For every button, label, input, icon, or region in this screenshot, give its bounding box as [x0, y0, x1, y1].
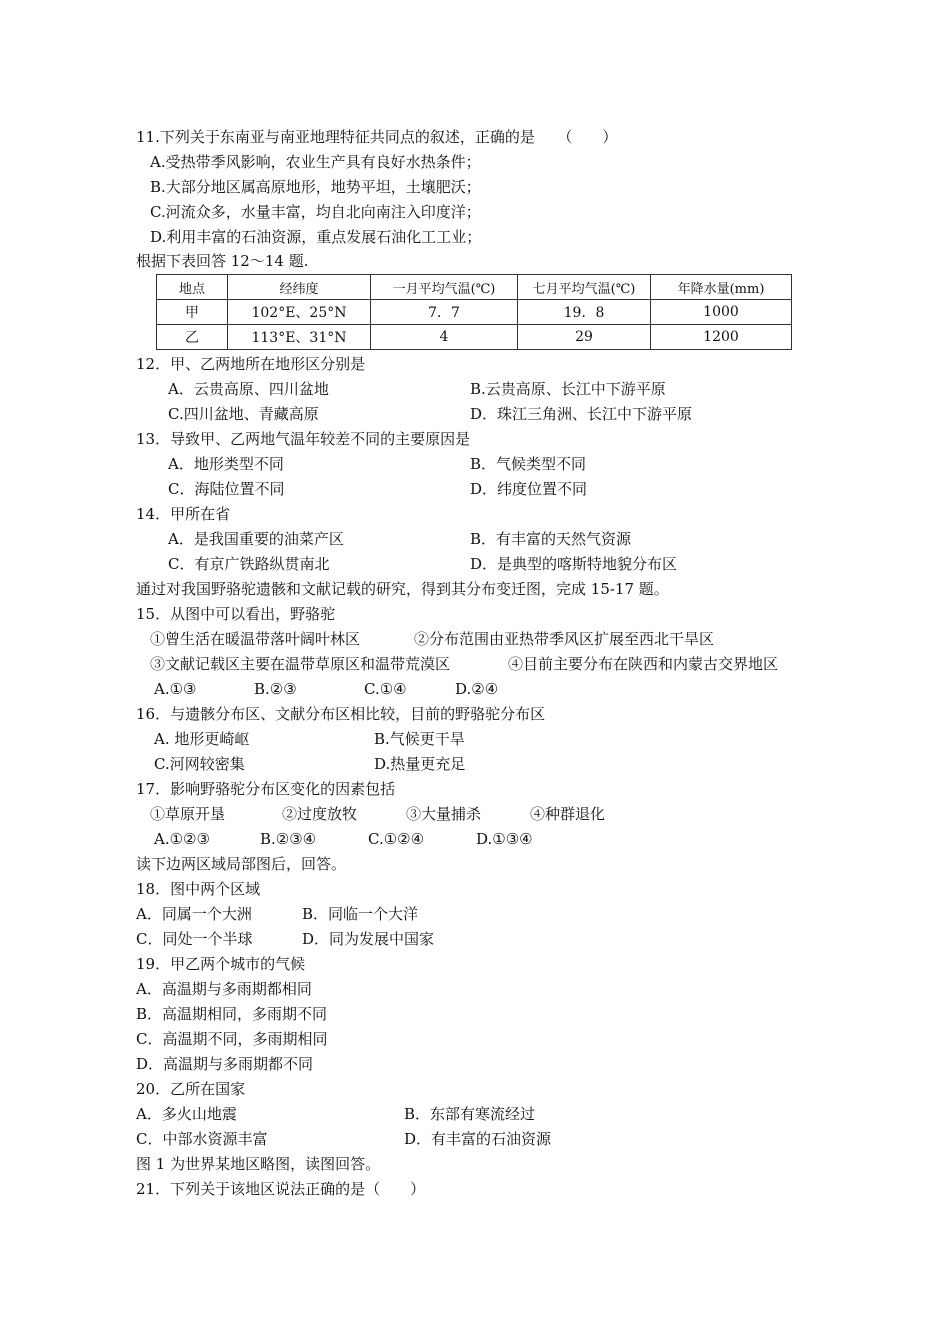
question-13-title: 13．导致甲、乙两地气温年较差不同的主要原因是	[136, 430, 471, 448]
question-11-option-c: C.河流众多，水量丰富，均自北向南注入印度洋；	[150, 203, 481, 221]
question-15-option-d: D.②④	[455, 680, 499, 698]
intro-15-17: 通过对我国野骆驼遗骸和文献记载的研究，得到其分布变迁图，完成 15-17 题。	[136, 580, 669, 598]
question-12-option-d: D．珠江三角洲、长江中下游平原	[470, 405, 693, 423]
table-cell: 113°E、31°N	[228, 325, 371, 350]
question-18-option-d: D．同为发展中国家	[302, 930, 435, 948]
question-17-title: 17．影响野骆驼分布区变化的因素包括	[136, 780, 396, 798]
question-12-option-b: B.云贵高原、长江中下游平原	[470, 380, 666, 398]
table-header: 一月平均气温(℃)	[371, 275, 518, 300]
table-cell: 7．7	[371, 300, 518, 325]
question-11-title: 11.下列关于东南亚与南亚地理特征共同点的叙述，正确的是 （ ）	[136, 128, 618, 146]
question-19-option-b: B．高温期相同，多雨期不同	[136, 1005, 328, 1023]
question-18-option-a: A．同属一个大洲	[136, 905, 252, 923]
question-16-option-d: D.热量更充足	[374, 755, 466, 773]
question-14-option-c: C．有京广铁路纵贯南北	[168, 555, 330, 573]
climate-table	[156, 274, 792, 350]
question-15-option-c: C.①④	[364, 680, 407, 698]
question-16-option-c: C.河网较密集	[154, 755, 245, 773]
question-12-option-a: A．云贵高原、四川盆地	[168, 380, 329, 398]
intro-18-20: 读下边两区域局部图后，回答。	[136, 855, 347, 873]
question-11-option-a: A.受热带季风影响，农业生产具有良好水热条件；	[150, 153, 481, 171]
table-header: 经纬度	[228, 275, 371, 300]
question-13-option-b: B．气候类型不同	[470, 455, 587, 473]
question-17-option-a: A.①②③	[154, 830, 210, 848]
question-12-option-c: C.四川盆地、青藏高原	[168, 405, 319, 423]
table-header: 七月平均气温(℃)	[518, 275, 651, 300]
table-header: 年降水量(mm)	[651, 275, 792, 300]
question-16-option-b: B.气候更干旱	[374, 730, 465, 748]
question-18-option-b: B．同临一个大洋	[302, 905, 419, 923]
question-17-statement-4: ④种群退化	[530, 805, 606, 823]
question-17-option-b: B.②③④	[260, 830, 317, 848]
question-15-statement-1: ①曾生活在暖温带落叶阔叶林区	[150, 630, 361, 648]
question-19-title: 19．甲乙两个城市的气候	[136, 955, 306, 973]
question-17-statement-3: ③大量捕杀	[406, 805, 482, 823]
question-17-option-c: C.①②④	[368, 830, 425, 848]
intro-21: 图 1 为世界某地区略图，读图回答。	[136, 1155, 381, 1173]
question-20-option-d: D．有丰富的石油资源	[404, 1130, 552, 1148]
table-cell: 1200	[651, 325, 792, 350]
question-15-option-b: B.②③	[254, 680, 297, 698]
question-20-title: 20．乙所在国家	[136, 1080, 246, 1098]
question-12-title: 12．甲、乙两地所在地形区分别是	[136, 355, 366, 373]
table-cell: 4	[371, 325, 518, 350]
question-18-option-c: C．同处一个半球	[136, 930, 253, 948]
question-13-option-d: D．纬度位置不同	[470, 480, 588, 498]
question-11-option-d: D.利用丰富的石油资源，重点发展石油化工工业；	[150, 228, 482, 246]
question-21-title: 21．下列关于该地区说法正确的是（ ）	[136, 1180, 426, 1198]
question-18-title: 18．图中两个区域	[136, 880, 261, 898]
table-cell: 1000	[651, 300, 792, 325]
question-20-option-c: C．中部水资源丰富	[136, 1130, 268, 1148]
question-11-option-b: B.大部分地区属高原地形，地势平坦，土壤肥沃；	[150, 178, 481, 196]
question-17-statement-1: ①草原开垦	[150, 805, 226, 823]
question-20-option-b: B．东部有寒流经过	[404, 1105, 536, 1123]
table-cell: 乙	[157, 325, 228, 350]
question-14-title: 14．甲所在省	[136, 505, 231, 523]
table-cell: 102°E、25°N	[228, 300, 371, 325]
question-16-title: 16．与遗骸分布区、文献分布区相比较，目前的野骆驼分布区	[136, 705, 546, 723]
table-header-row	[157, 275, 792, 300]
question-14-option-d: D．是典型的喀斯特地貌分布区	[470, 555, 678, 573]
question-19-option-a: A．高温期与多雨期都相同	[136, 980, 312, 998]
table-row	[157, 300, 792, 325]
table-row	[157, 325, 792, 350]
table-cell: 甲	[157, 300, 228, 325]
question-16-option-a: A. 地形更崎岖	[154, 730, 250, 748]
table-cell: 29	[518, 325, 651, 350]
question-15-option-a: A.①③	[154, 680, 197, 698]
question-20-option-a: A．多火山地震	[136, 1105, 237, 1123]
question-15-statement-3: ③文献记载区主要在温带草原区和温带荒漠区	[150, 655, 451, 673]
question-13-option-a: A．地形类型不同	[168, 455, 284, 473]
question-13-option-c: C．海陆位置不同	[168, 480, 285, 498]
intro-12-14: 根据下表回答 12～14 题.	[136, 252, 309, 270]
question-17-option-d: D.①③④	[476, 830, 533, 848]
question-14-option-b: B．有丰富的天然气资源	[470, 530, 632, 548]
question-14-option-a: A．是我国重要的油菜产区	[168, 530, 344, 548]
question-17-statement-2: ②过度放牧	[282, 805, 358, 823]
table-header: 地点	[157, 275, 228, 300]
question-19-option-d: D．高温期与多雨期都不同	[136, 1055, 314, 1073]
question-19-option-c: C．高温期不同，多雨期相同	[136, 1030, 328, 1048]
question-15-title: 15．从图中可以看出，野骆驼	[136, 605, 336, 623]
question-15-statement-4: ④目前主要分布在陕西和内蒙古交界地区	[508, 655, 779, 673]
question-15-statement-2: ②分布范围由亚热带季风区扩展至西北干旱区	[414, 630, 715, 648]
table-cell: 19．8	[518, 300, 651, 325]
